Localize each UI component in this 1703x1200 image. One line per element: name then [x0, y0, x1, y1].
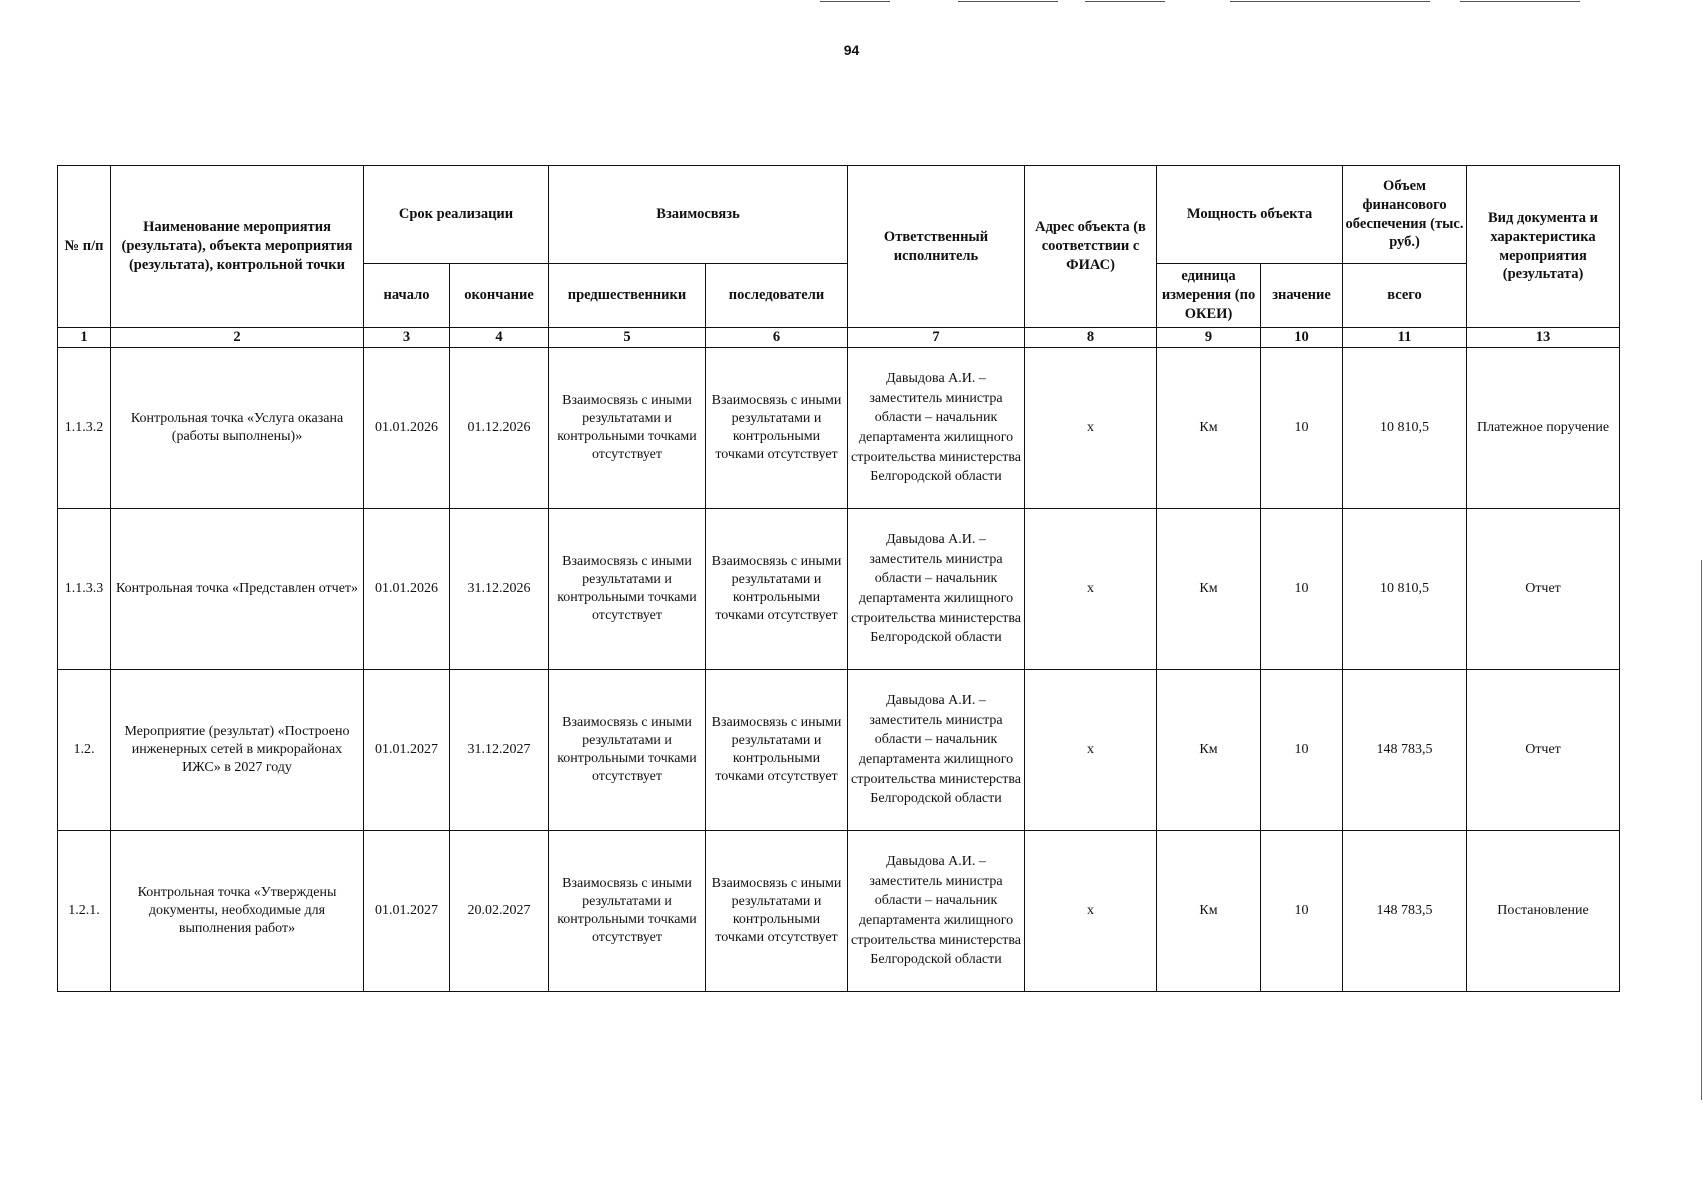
cell-address: х [1025, 348, 1157, 509]
cell-successors: Взаимосвязь с иными результатами и контрольными точками отсутствует [706, 348, 848, 509]
cell-start-date: 01.01.2027 [364, 670, 450, 831]
cell-successors: Взаимосвязь с иными результатами и контрольными точками отсутствует [706, 509, 848, 670]
column-number-row [58, 328, 1620, 348]
column-number: 13 [1467, 328, 1620, 348]
scan-artifact-line [1460, 1, 1580, 2]
column-number: 1 [58, 328, 111, 348]
cell-start-date: 01.01.2026 [364, 348, 450, 509]
header-row [58, 166, 1620, 264]
header-period-start: начало [364, 264, 450, 328]
cell-name: Контрольная точка «Услуга оказана (работы выполнены)» [111, 348, 364, 509]
column-number: 2 [111, 328, 364, 348]
cell-doc-type: Платежное поручение [1467, 348, 1620, 509]
cell-start-date: 01.01.2026 [364, 509, 450, 670]
scan-artifact-line [958, 1, 1058, 2]
cell-value: 10 [1261, 348, 1343, 509]
column-number: 3 [364, 328, 450, 348]
cell-doc-type: Постановление [1467, 831, 1620, 992]
table-row [58, 509, 1620, 670]
cell-address: х [1025, 509, 1157, 670]
cell-doc-type: Отчет [1467, 670, 1620, 831]
cell-successors: Взаимосвязь с иными результатами и контрольными точками отсутствует [706, 670, 848, 831]
table-row [58, 670, 1620, 831]
column-number: 9 [1157, 328, 1261, 348]
header-capacity-value: значение [1261, 264, 1343, 328]
document-table [57, 165, 1620, 992]
cell-responsible: Давыдова А.И. – заместитель министра области – начальник департамента жилищного строительства министерства Белгородской области [848, 348, 1025, 509]
header-address: Адрес объекта (в соответствии с ФИАС) [1025, 166, 1157, 328]
header-finance-total: всего [1343, 264, 1467, 328]
cell-end-date: 20.02.2027 [450, 831, 549, 992]
column-number: 11 [1343, 328, 1467, 348]
table-row [58, 831, 1620, 992]
cell-predecessors: Взаимосвязь с иными результатами и контрольными точками отсутствует [549, 348, 706, 509]
scan-artifact-line [820, 1, 890, 2]
cell-doc-type: Отчет [1467, 509, 1620, 670]
cell-num: 1.2. [58, 670, 111, 831]
cell-num: 1.2.1. [58, 831, 111, 992]
cell-name: Контрольная точка «Утверждены документы, необходимые для выполнения работ» [111, 831, 364, 992]
cell-unit: Км [1157, 670, 1261, 831]
column-number: 8 [1025, 328, 1157, 348]
scan-artifact-edge [1701, 560, 1702, 1100]
cell-start-date: 01.01.2027 [364, 831, 450, 992]
cell-address: х [1025, 670, 1157, 831]
cell-end-date: 31.12.2026 [450, 509, 549, 670]
cell-num: 1.1.3.2 [58, 348, 111, 509]
cell-responsible: Давыдова А.И. – заместитель министра области – начальник департамента жилищного строительства министерства Белгородской области [848, 831, 1025, 992]
header-period-end: окончание [450, 264, 549, 328]
header-responsible: Ответственный исполнитель [848, 166, 1025, 328]
cell-predecessors: Взаимосвязь с иными результатами и контрольными точками отсутствует [549, 509, 706, 670]
cell-end-date: 01.12.2026 [450, 348, 549, 509]
cell-responsible: Давыдова А.И. – заместитель министра области – начальник департамента жилищного строительства министерства Белгородской области [848, 670, 1025, 831]
cell-address: х [1025, 831, 1157, 992]
header-capacity-unit: единица измерения (по ОКЕИ) [1157, 264, 1261, 328]
cell-finance-total: 10 810,5 [1343, 348, 1467, 509]
column-number: 5 [549, 328, 706, 348]
cell-predecessors: Взаимосвязь с иными результатами и контрольными точками отсутствует [549, 670, 706, 831]
header-capacity: Мощность объекта [1157, 166, 1343, 264]
cell-value: 10 [1261, 509, 1343, 670]
header-period: Срок реализации [364, 166, 549, 264]
cell-end-date: 31.12.2027 [450, 670, 549, 831]
cell-value: 10 [1261, 831, 1343, 992]
cell-predecessors: Взаимосвязь с иными результатами и контрольными точками отсутствует [549, 831, 706, 992]
header-link: Взаимосвязь [549, 166, 848, 264]
header-finance: Объем финансового обеспечения (тыс. руб.) [1343, 166, 1467, 264]
cell-value: 10 [1261, 670, 1343, 831]
header-num: № п/п [58, 166, 111, 328]
cell-finance-total: 148 783,5 [1343, 831, 1467, 992]
header-doc-type: Вид документа и характеристика мероприятия (результата) [1467, 166, 1620, 328]
table-row [58, 348, 1620, 509]
cell-unit: Км [1157, 348, 1261, 509]
cell-unit: Км [1157, 509, 1261, 670]
cell-unit: Км [1157, 831, 1261, 992]
column-number: 4 [450, 328, 549, 348]
header-link-next: последователи [706, 264, 848, 328]
cell-name: Контрольная точка «Представлен отчет» [111, 509, 364, 670]
header-link-prev: предшественники [549, 264, 706, 328]
column-number: 7 [848, 328, 1025, 348]
page-number: 94 [843, 42, 860, 58]
scan-artifact-line [1085, 1, 1165, 2]
header-name: Наименование мероприятия (результата), объекта мероприятия (результата), контрольной точки [111, 166, 364, 328]
cell-num: 1.1.3.3 [58, 509, 111, 670]
cell-responsible: Давыдова А.И. – заместитель министра области – начальник департамента жилищного строительства министерства Белгородской области [848, 509, 1025, 670]
cell-successors: Взаимосвязь с иными результатами и контрольными точками отсутствует [706, 831, 848, 992]
scan-artifact-line [1230, 1, 1430, 2]
cell-name: Мероприятие (результат) «Построено инженерных сетей в микрорайонах ИЖС» в 2027 году [111, 670, 364, 831]
column-number: 10 [1261, 328, 1343, 348]
cell-finance-total: 148 783,5 [1343, 670, 1467, 831]
column-number: 6 [706, 328, 848, 348]
cell-finance-total: 10 810,5 [1343, 509, 1467, 670]
